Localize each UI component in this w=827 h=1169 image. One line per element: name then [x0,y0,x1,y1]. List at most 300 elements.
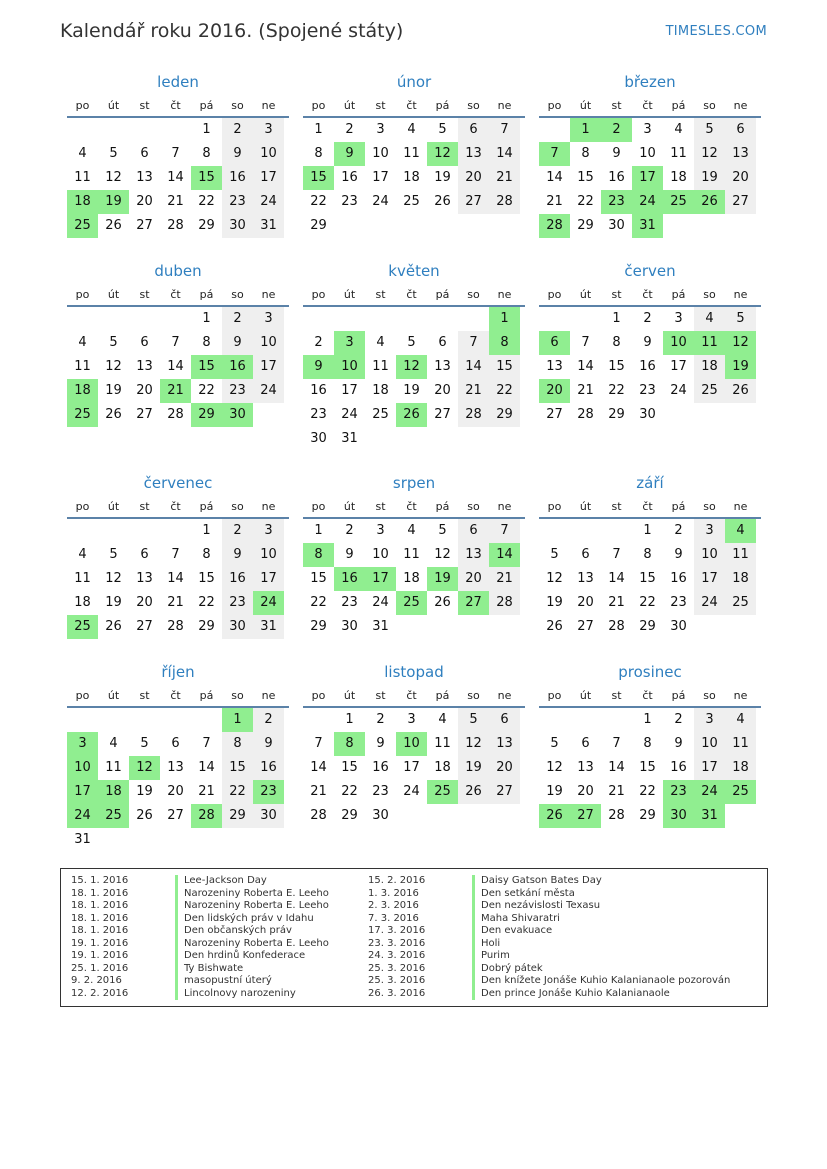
day-cell: 10 [396,732,427,756]
legend-item [368,938,730,951]
day-cell: 22 [639,784,656,799]
weekday-label: čt [170,689,181,702]
legend-holiday-name: masopustní úterý [175,975,272,988]
weekday-label: ne [261,99,276,112]
weekday-label: út [579,689,592,702]
month-září [539,471,761,639]
day-cell: 21 [546,194,563,209]
day-cell: 19 [725,355,756,379]
month-name: leden [157,73,199,91]
legend-holiday-name: Den setkání města [472,888,575,901]
empty-cell [67,708,98,732]
day-cell: 4 [109,736,118,751]
day-cell: 2 [222,519,253,543]
weekday-label: so [703,500,716,513]
weekday-label: so [467,99,480,112]
day-cell: 28 [310,808,327,823]
weekday-label: pá [199,288,214,301]
day-cell: 3 [253,307,284,331]
legend-date: 19. 1. 2016 [71,937,129,949]
legend-item [368,950,730,963]
day-cell: 4 [694,307,725,331]
legend-holiday-name: Lee-Jackson Day [175,875,267,888]
day-cell: 4 [407,523,416,538]
day-cell: 16 [608,170,625,185]
day-cell: 12 [129,756,160,780]
day-cell: 22 [489,379,520,403]
day-cell: 5 [550,736,559,751]
day-cell: 29 [310,218,327,233]
month-červen [539,259,761,427]
day-cell: 23 [601,190,632,214]
legend-item [71,938,329,951]
day-grid [67,307,284,427]
day-cell: 14 [167,170,184,185]
day-cell: 20 [434,383,451,398]
day-cell: 16 [253,756,284,780]
day-cell: 11 [403,547,420,562]
weekday-label: so [231,288,244,301]
day-cell: 2 [601,118,632,142]
weekday-label: čt [170,99,181,112]
weekday-label: pá [671,500,686,513]
weekday-label: ne [261,288,276,301]
empty-cell [601,519,632,543]
day-cell: 16 [372,760,389,775]
weekday-label: st [139,689,150,702]
weekday-label: út [343,99,356,112]
day-cell: 17 [365,567,396,591]
day-cell: 12 [434,547,451,562]
day-cell: 16 [670,571,687,586]
month-name: listopad [384,663,444,681]
day-cell: 11 [694,331,725,355]
empty-cell [160,307,191,331]
day-cell: 13 [136,571,153,586]
month-name: červenec [143,474,213,492]
weekday-label: pá [199,500,214,513]
day-cell: 9 [222,331,253,355]
legend-item [71,988,329,1001]
empty-cell [570,307,601,331]
day-cell: 22 [341,784,358,799]
day-cell: 14 [577,359,594,374]
weekday-label: so [703,288,716,301]
weekday-label: po [75,689,90,702]
day-cell: 7 [612,736,621,751]
day-cell: 11 [403,146,420,161]
day-cell: 28 [539,214,570,238]
day-grid [67,118,284,238]
day-cell: 6 [489,708,520,732]
day-cell: 24 [253,591,284,615]
weekday-label: pá [199,689,214,702]
day-cell: 18 [67,379,98,403]
legend-date: 25. 3. 2016 [368,975,426,986]
day-cell: 17 [694,756,725,780]
day-cell: 24 [670,383,687,398]
day-cell: 10 [253,543,284,567]
day-cell: 21 [489,567,520,591]
day-cell: 29 [608,407,625,422]
legend-holiday-name: Ty Bishwate [175,963,243,976]
day-cell: 1 [202,311,211,326]
day-cell: 6 [581,736,590,751]
day-cell: 13 [489,732,520,756]
legend-date: 15. 2. 2016 [368,875,426,886]
day-cell: 30 [670,619,687,634]
weekday-label: so [703,99,716,112]
day-cell: 14 [198,760,215,775]
empty-cell [67,118,98,142]
day-cell: 21 [458,379,489,403]
weekday-label: st [611,689,622,702]
day-cell: 7 [458,331,489,355]
day-cell: 20 [489,756,520,780]
day-cell: 30 [372,808,389,823]
day-cell: 18 [670,170,687,185]
day-cell: 8 [202,335,211,350]
empty-cell [129,519,160,543]
day-cell: 18 [725,756,756,780]
day-cell: 29 [639,808,656,823]
day-cell: 30 [663,804,694,828]
day-cell: 23 [663,780,694,804]
empty-cell [539,708,570,732]
day-cell: 2 [674,523,683,538]
legend-holiday-name: Den lidských práv v Idahu [175,913,314,926]
day-cell: 19 [136,784,153,799]
site-logo[interactable]: TIMESLES.COM [665,24,767,39]
weekday-header [67,495,289,519]
day-cell: 30 [222,214,253,238]
day-cell: 13 [458,543,489,567]
day-cell: 25 [67,214,98,238]
weekday-label: st [139,500,150,513]
weekday-label: út [107,288,120,301]
day-cell: 22 [198,194,215,209]
month-name: prosinec [618,663,682,681]
day-cell: 11 [725,543,756,567]
day-cell: 7 [171,335,180,350]
day-cell: 15 [577,170,594,185]
empty-cell [67,307,98,331]
day-cell: 9 [376,736,385,751]
day-cell: 14 [489,543,520,567]
weekday-label: st [139,99,150,112]
month-březen [539,70,761,238]
day-cell: 6 [725,118,756,142]
weekday-label: ne [261,689,276,702]
legend-item [71,950,329,963]
day-cell: 30 [608,218,625,233]
day-grid [539,118,756,238]
day-cell: 15 [608,359,625,374]
day-cell: 22 [608,383,625,398]
weekday-label: ne [733,288,748,301]
empty-cell [539,307,570,331]
weekday-label: po [311,500,326,513]
day-cell: 3 [674,311,683,326]
day-cell: 3 [376,523,385,538]
day-grid [539,307,756,427]
day-cell: 13 [458,142,489,166]
day-cell: 6 [140,547,149,562]
day-cell: 1 [643,523,652,538]
day-cell: 19 [434,170,451,185]
day-cell: 27 [167,808,184,823]
day-cell: 6 [458,519,489,543]
day-cell: 23 [222,379,253,403]
day-cell: 16 [341,170,358,185]
legend-item [368,975,730,988]
legend-date: 2. 3. 2016 [368,900,419,911]
legend-date: 1. 3. 2016 [368,887,419,899]
day-cell: 5 [109,146,118,161]
month-únor [303,70,525,238]
legend-holiday-name: Den evakuace [472,925,552,938]
day-cell: 26 [546,619,563,634]
day-cell: 3 [376,122,385,137]
day-cell: 29 [191,403,222,427]
weekday-label: čt [406,288,417,301]
day-cell: 28 [167,218,184,233]
day-grid [303,708,520,828]
day-cell: 29 [198,218,215,233]
day-cell: 9 [674,547,683,562]
day-cell: 8 [643,736,652,751]
day-cell: 30 [639,407,656,422]
page-title: Kalendář roku 2016. (Spojené státy) [60,20,404,42]
day-cell: 8 [643,547,652,562]
day-cell: 27 [458,591,489,615]
day-cell: 31 [253,615,284,639]
day-cell: 22 [639,595,656,610]
day-cell: 15 [341,760,358,775]
empty-cell [539,118,570,142]
day-cell: 19 [427,567,458,591]
day-cell: 3 [334,331,365,355]
weekday-label: pá [435,288,450,301]
empty-cell [570,519,601,543]
day-cell: 3 [694,519,725,543]
day-cell: 27 [577,619,594,634]
day-cell: 12 [105,571,122,586]
day-cell: 17 [253,567,284,591]
day-cell: 12 [694,142,725,166]
day-cell: 7 [612,547,621,562]
day-cell: 25 [663,190,694,214]
legend-date: 18. 1. 2016 [71,925,129,936]
day-cell: 20 [136,383,153,398]
day-cell: 15 [489,355,520,379]
legend-item [368,875,730,888]
day-cell: 16 [222,166,253,190]
month-prosinec [539,660,761,828]
day-cell: 21 [167,194,184,209]
day-cell: 10 [372,547,389,562]
day-cell: 25 [372,407,389,422]
weekday-label: út [343,689,356,702]
day-cell: 16 [222,567,253,591]
day-cell: 26 [539,804,570,828]
day-cell: 10 [67,756,98,780]
day-cell: 11 [670,146,687,161]
weekday-label: pá [199,99,214,112]
day-cell: 1 [222,708,253,732]
day-cell: 15 [222,756,253,780]
legend-holiday-name: Den hrdinů Konfederace [175,950,305,963]
day-cell: 21 [310,784,327,799]
day-cell: 22 [310,194,327,209]
weekday-label: út [107,689,120,702]
day-cell: 25 [427,780,458,804]
day-cell: 26 [725,379,756,403]
day-cell: 13 [725,142,756,166]
day-cell: 5 [438,122,447,137]
weekday-label: pá [435,689,450,702]
legend-date: 17. 3. 2016 [368,925,426,936]
legend-holiday-name: Den knížete Jonáše Kuhio Kalanianaole pozorován [472,975,730,988]
day-cell: 18 [725,567,756,591]
day-cell: 3 [67,732,98,756]
day-cell: 19 [546,784,563,799]
day-grid [67,708,284,852]
weekday-label: čt [406,99,417,112]
day-cell: 20 [167,784,184,799]
day-cell: 26 [458,780,489,804]
day-cell: 30 [341,619,358,634]
legend-column [71,875,329,1000]
day-cell: 17 [694,567,725,591]
legend-item [368,988,730,1001]
day-cell: 25 [67,403,98,427]
legend-date: 15. 1. 2016 [71,875,129,886]
empty-cell [98,118,129,142]
day-cell: 1 [314,523,323,538]
legend-date: 9. 2. 2016 [71,975,122,986]
day-cell: 21 [577,383,594,398]
day-cell: 6 [458,118,489,142]
weekday-label: st [375,288,386,301]
legend-date: 25. 3. 2016 [368,962,426,974]
legend-item [368,913,730,926]
day-cell: 12 [725,331,756,355]
day-cell: 19 [458,756,489,780]
day-cell: 8 [489,331,520,355]
month-name: srpen [392,474,436,492]
day-cell: 12 [396,355,427,379]
day-cell: 28 [191,804,222,828]
day-cell: 23 [253,780,284,804]
weekday-header [303,495,525,519]
weekday-label: ne [497,500,512,513]
day-cell: 16 [222,355,253,379]
day-cell: 9 [643,335,652,350]
day-cell: 23 [670,595,687,610]
weekday-label: so [231,500,244,513]
day-cell: 24 [694,591,725,615]
weekday-label: so [467,288,480,301]
legend-holiday-name: Purim [472,950,510,963]
day-cell: 10 [663,331,694,355]
day-grid [303,307,520,451]
day-cell: 6 [140,335,149,350]
day-cell: 14 [608,571,625,586]
day-cell: 7 [171,547,180,562]
weekday-label: čt [170,288,181,301]
day-cell: 21 [608,784,625,799]
month-duben [67,259,289,427]
day-cell: 14 [608,760,625,775]
day-cell: 2 [674,712,683,727]
empty-cell [98,519,129,543]
day-cell: 4 [407,122,416,137]
day-cell: 27 [546,407,563,422]
empty-cell [160,118,191,142]
day-cell: 20 [136,595,153,610]
month-name: únor [396,73,432,91]
day-cell: 2 [222,307,253,331]
legend-item [71,925,329,938]
weekday-label: út [579,288,592,301]
day-cell: 22 [198,595,215,610]
day-cell: 5 [458,708,489,732]
day-cell: 22 [577,194,594,209]
day-cell: 5 [109,335,118,350]
weekday-header [303,283,525,307]
day-cell: 10 [639,146,656,161]
month-červenec [67,471,289,639]
weekday-label: po [311,288,326,301]
weekday-label: po [75,288,90,301]
day-cell: 25 [67,615,98,639]
day-cell: 12 [105,170,122,185]
weekday-label: čt [642,288,653,301]
day-cell: 8 [222,732,253,756]
day-cell: 1 [489,307,520,331]
month-leden [67,70,289,238]
day-cell: 31 [694,804,725,828]
day-cell: 7 [314,736,323,751]
weekday-label: čt [642,500,653,513]
day-cell: 30 [253,804,284,828]
legend-date: 18. 1. 2016 [71,912,129,924]
day-cell: 12 [105,359,122,374]
weekday-label: so [231,99,244,112]
day-cell: 22 [310,595,327,610]
empty-cell [98,307,129,331]
weekday-label: po [547,500,562,513]
day-cell: 9 [334,142,365,166]
day-cell: 9 [345,547,354,562]
empty-cell [365,307,396,331]
day-cell: 17 [67,780,98,804]
empty-cell [191,708,222,732]
day-cell: 5 [550,547,559,562]
day-cell: 8 [303,543,334,567]
day-cell: 10 [253,142,284,166]
empty-cell [303,708,334,732]
day-cell: 18 [403,170,420,185]
legend-holiday-name: Holi [472,938,500,951]
legend-holiday-name: Den prince Jonáše Kuhio Kalanianaole [472,988,670,1001]
day-cell: 23 [222,190,253,214]
weekday-header [303,94,525,118]
day-cell: 25 [396,591,427,615]
day-cell: 7 [489,118,520,142]
weekday-label: út [107,99,120,112]
